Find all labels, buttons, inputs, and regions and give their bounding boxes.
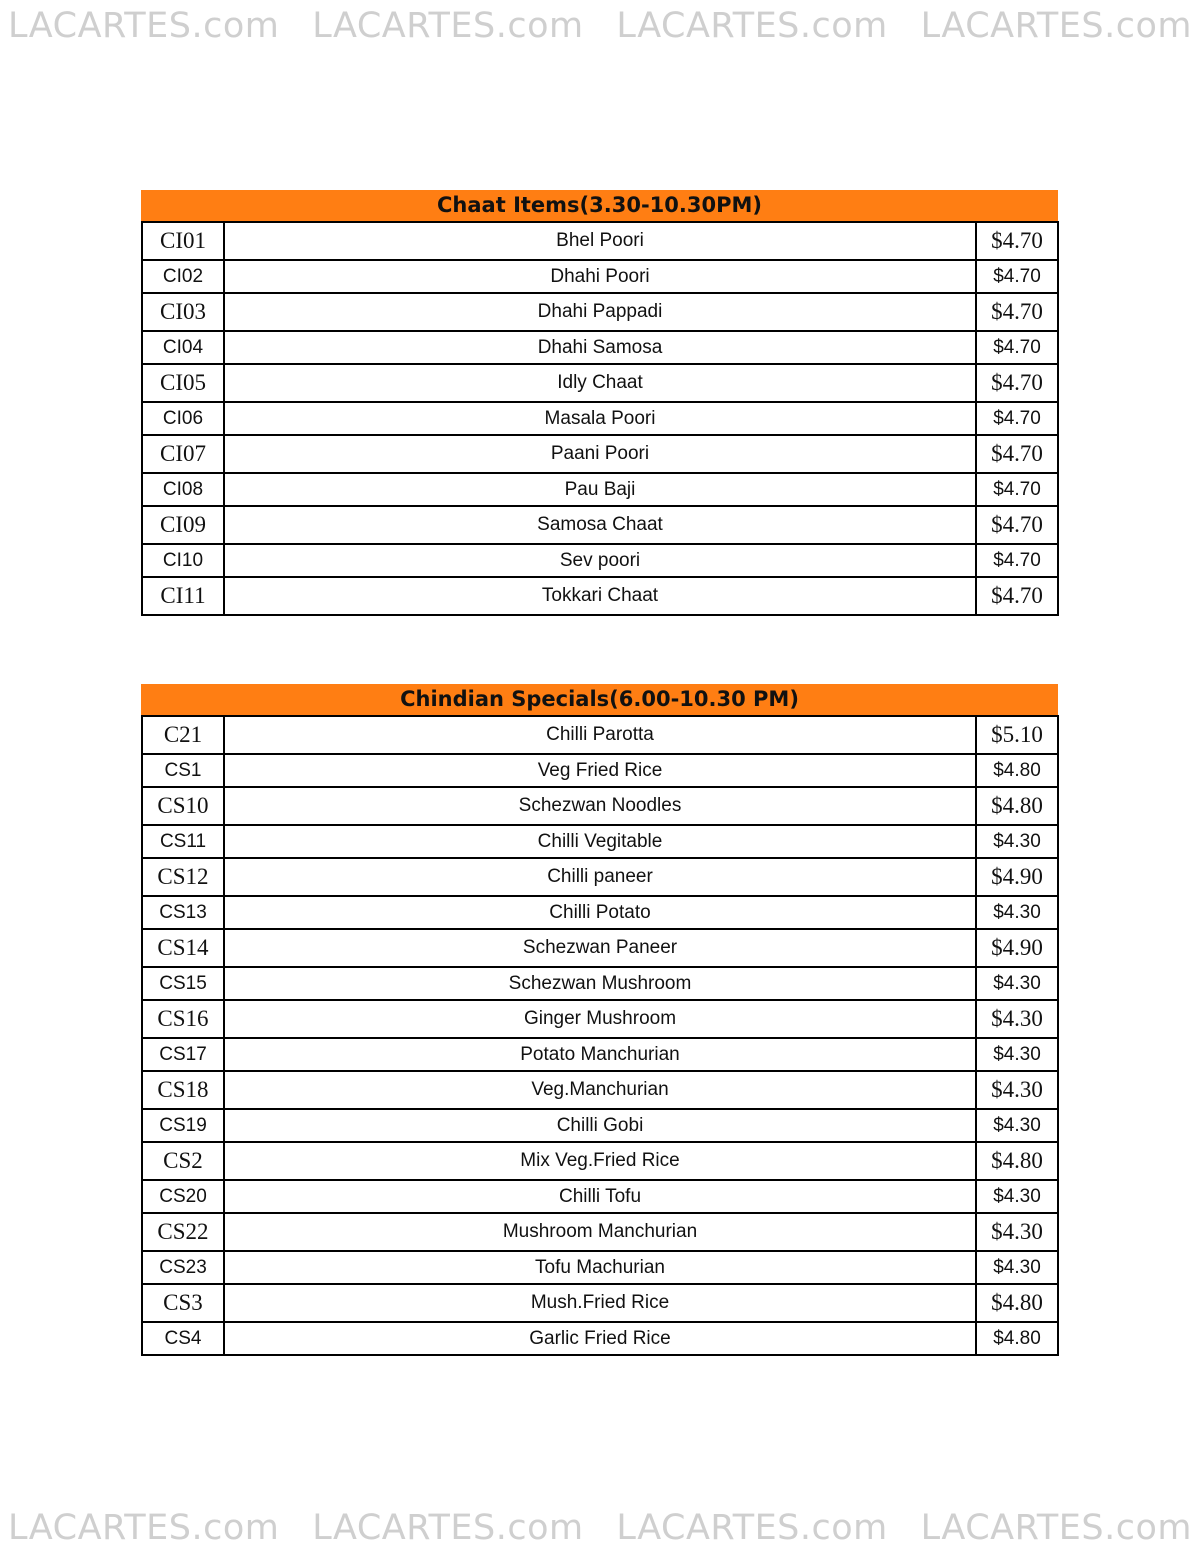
item-name: Idly Chaat [224,364,976,402]
menu-row [142,402,1058,435]
item-price: $4.30 [976,1213,1058,1251]
menu-row [142,293,1058,331]
item-name: Dhahi Poori [224,260,976,293]
item-name: Tofu Machurian [224,1251,976,1284]
menu-row [142,1109,1058,1142]
item-price: $4.30 [976,1038,1058,1071]
menu-row [142,754,1058,787]
item-name: Schezwan Paneer [224,929,976,967]
watermark-text: LACARTES.com [920,1508,1192,1548]
item-name: Sev poori [224,544,976,577]
item-code: CI01 [142,222,224,260]
item-name: Potato Manchurian [224,1038,976,1071]
item-price: $4.70 [976,577,1058,615]
item-code: CS23 [142,1251,224,1284]
watermark-text: LACARTES.com [920,6,1192,46]
item-name: Mushroom Manchurian [224,1213,976,1251]
item-name: Tokkari Chaat [224,577,976,615]
item-code: CS10 [142,787,224,825]
item-price: $4.30 [976,1000,1058,1038]
item-price: $4.70 [976,364,1058,402]
item-code: CS4 [142,1322,224,1355]
watermark-bottom [0,1502,1200,1554]
item-name: Chilli Parotta [224,716,976,754]
item-code: CS13 [142,896,224,929]
item-code: CS17 [142,1038,224,1071]
item-price: $4.30 [976,1251,1058,1284]
menu-row [142,1251,1058,1284]
item-name: Mix Veg.Fried Rice [224,1142,976,1180]
menu-row [142,1142,1058,1180]
item-price: $4.70 [976,222,1058,260]
menu-table [141,221,1059,616]
item-name: Schezwan Mushroom [224,967,976,1000]
item-name: Veg Fried Rice [224,754,976,787]
item-price: $4.30 [976,825,1058,858]
item-name: Veg.Manchurian [224,1071,976,1109]
item-price: $4.70 [976,331,1058,364]
item-price: $4.80 [976,754,1058,787]
item-price: $4.90 [976,929,1058,967]
item-code: CS18 [142,1071,224,1109]
item-code: CI08 [142,473,224,506]
item-price: $4.70 [976,435,1058,473]
item-name: Chilli Gobi [224,1109,976,1142]
menu-row [142,577,1058,615]
menu-row [142,473,1058,506]
item-name: Masala Poori [224,402,976,435]
item-price: $4.30 [976,1109,1058,1142]
watermark-text: LACARTES.com [312,6,584,46]
menu-row [142,435,1058,473]
item-code: C21 [142,716,224,754]
item-name: Ginger Mushroom [224,1000,976,1038]
menu-row [142,260,1058,293]
item-code: CI07 [142,435,224,473]
item-price: $5.10 [976,716,1058,754]
item-price: $4.80 [976,787,1058,825]
item-code: CS22 [142,1213,224,1251]
menu-row [142,1284,1058,1322]
item-name: Bhel Poori [224,222,976,260]
item-code: CS3 [142,1284,224,1322]
menu-row [142,787,1058,825]
item-code: CI10 [142,544,224,577]
item-name: Chilli Tofu [224,1180,976,1213]
item-name: Paani Poori [224,435,976,473]
watermark-top [0,0,1200,52]
menu-row [142,1322,1058,1355]
menu-row [142,825,1058,858]
item-code: CS16 [142,1000,224,1038]
watermark-text: LACARTES.com [616,1508,888,1548]
item-price: $4.70 [976,402,1058,435]
watermark-text: LACARTES.com [8,6,280,46]
item-code: CS15 [142,967,224,1000]
item-name: Schezwan Noodles [224,787,976,825]
menu-row [142,929,1058,967]
item-price: $4.30 [976,1071,1058,1109]
menu-row [142,544,1058,577]
menu-section-chindian [141,684,1058,1356]
item-price: $4.90 [976,858,1058,896]
menu-row [142,967,1058,1000]
menu-row [142,896,1058,929]
item-code: CI06 [142,402,224,435]
item-price: $4.70 [976,473,1058,506]
menu-row [142,1213,1058,1251]
item-price: $4.30 [976,1180,1058,1213]
menu-row [142,1000,1058,1038]
item-price: $4.30 [976,967,1058,1000]
menu-row [142,1038,1058,1071]
menu-row [142,1071,1058,1109]
item-code: CS12 [142,858,224,896]
menu-row [142,506,1058,544]
menu-table-body [142,716,1058,1355]
item-name: Garlic Fried Rice [224,1322,976,1355]
item-code: CS11 [142,825,224,858]
item-name: Dhahi Pappadi [224,293,976,331]
item-code: CI11 [142,577,224,615]
watermark-text: LACARTES.com [8,1508,280,1548]
item-code: CI05 [142,364,224,402]
menu-table-body [142,222,1058,615]
section-title: Chaat Items(3.30-10.30PM) [141,190,1058,221]
item-price: $4.80 [976,1284,1058,1322]
item-price: $4.80 [976,1322,1058,1355]
item-code: CI03 [142,293,224,331]
item-price: $4.80 [976,1142,1058,1180]
item-price: $4.70 [976,293,1058,331]
item-price: $4.70 [976,544,1058,577]
section-title: Chindian Specials(6.00-10.30 PM) [141,684,1058,715]
menu-row [142,1180,1058,1213]
item-name: Samosa Chaat [224,506,976,544]
item-name: Pau Baji [224,473,976,506]
watermark-text: LACARTES.com [616,6,888,46]
item-price: $4.70 [976,260,1058,293]
item-name: Dhahi Samosa [224,331,976,364]
item-price: $4.70 [976,506,1058,544]
item-code: CS20 [142,1180,224,1213]
menu-row [142,716,1058,754]
item-name: Chilli Vegitable [224,825,976,858]
menu-table [141,715,1059,1356]
item-name: Mush.Fried Rice [224,1284,976,1322]
menu-row [142,222,1058,260]
item-price: $4.30 [976,896,1058,929]
item-code: CS19 [142,1109,224,1142]
item-code: CS2 [142,1142,224,1180]
item-code: CS14 [142,929,224,967]
menu-row [142,858,1058,896]
item-code: CI09 [142,506,224,544]
item-name: Chilli Potato [224,896,976,929]
item-code: CI04 [142,331,224,364]
item-name: Chilli paneer [224,858,976,896]
item-code: CS1 [142,754,224,787]
menu-section-chaat [141,190,1058,616]
item-code: CI02 [142,260,224,293]
menu-row [142,331,1058,364]
menu-row [142,364,1058,402]
watermark-text: LACARTES.com [312,1508,584,1548]
